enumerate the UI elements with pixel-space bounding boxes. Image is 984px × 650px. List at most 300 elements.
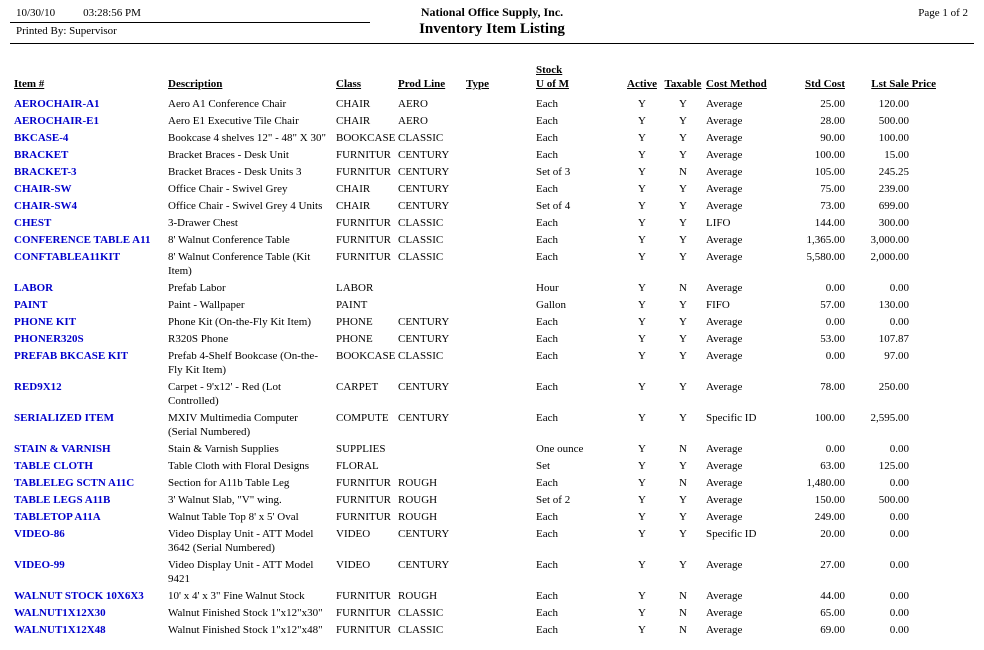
cell-description: Carpet - 9'x12' - Red (Lot Controlled)	[168, 381, 282, 407]
item-link[interactable]: TABLE LEGS A11B	[14, 494, 111, 506]
cell-active: Y	[638, 590, 646, 602]
cell-std-cost: 63.00	[820, 460, 845, 472]
cell-uofm: Set of 3	[536, 166, 571, 178]
cell-lst-sale-price: 107.87	[878, 333, 909, 345]
cell-cost-method: Average	[706, 98, 743, 110]
item-link[interactable]: CHAIR-SW	[14, 183, 72, 195]
header-item: Item #	[14, 78, 45, 90]
cell-description: Phone Kit (On-the-Fly Kit Item)	[168, 316, 311, 328]
cell-taxable: Y	[679, 528, 687, 540]
cell-taxable: Y	[679, 132, 687, 144]
cell-prod-line: CENTURY	[398, 166, 450, 178]
cell-prod-line: CENTURY	[398, 183, 450, 195]
cell-std-cost: 69.00	[820, 624, 845, 636]
cell-uofm: Each	[536, 477, 558, 489]
cell-class: SUPPLIES	[336, 443, 386, 455]
item-link[interactable]: RED9X12	[14, 381, 62, 393]
cell-cost-method: Average	[706, 559, 743, 571]
item-link[interactable]: PREFAB BKCASE KIT	[14, 350, 129, 362]
cell-type	[466, 164, 536, 181]
cell-type	[466, 297, 536, 314]
cell-cost-method: Average	[706, 166, 743, 178]
cell-std-cost: 0.00	[825, 282, 845, 294]
cell-cost-method: Average	[706, 381, 743, 393]
cell-type	[466, 181, 536, 198]
cell-prod-line: ROUGH	[398, 494, 438, 506]
item-link[interactable]: VIDEO-86	[14, 528, 65, 540]
cell-active: Y	[638, 559, 646, 571]
cell-uofm: Gallon	[536, 299, 566, 311]
cell-lst-sale-price: 120.00	[878, 98, 909, 110]
cell-cost-method: Average	[706, 443, 743, 455]
header-description: Description	[168, 78, 223, 90]
table-row	[14, 164, 936, 181]
cell-std-cost: 27.00	[820, 559, 845, 571]
cell-prod-line: CENTURY	[398, 381, 450, 393]
cell-cost-method: Average	[706, 183, 743, 195]
cell-type	[466, 441, 536, 458]
table-row	[14, 509, 936, 526]
cell-std-cost: 28.00	[820, 115, 845, 127]
cell-uofm: Each	[536, 590, 558, 602]
cell-description: 8' Walnut Conference Table	[168, 234, 290, 246]
cell-type	[466, 314, 536, 331]
cell-uofm: Each	[536, 511, 558, 523]
cell-taxable: N	[679, 590, 687, 602]
cell-active: Y	[638, 217, 646, 229]
cell-taxable: Y	[679, 460, 687, 472]
cell-active: Y	[638, 511, 646, 523]
cell-class: FURNITUR	[336, 217, 392, 229]
cell-description: Walnut Finished Stock 1"x12"x48"	[168, 624, 323, 636]
cell-taxable: Y	[679, 511, 687, 523]
item-link[interactable]: SERIALIZED ITEM	[14, 412, 114, 424]
cell-std-cost: 1,480.00	[806, 477, 845, 489]
cell-class: COMPUTE	[336, 412, 389, 424]
cell-class: VIDEO	[336, 528, 371, 540]
cell-lst-sale-price: 0.00	[889, 282, 909, 294]
cell-cost-method: Average	[706, 607, 743, 619]
cell-taxable: Y	[679, 251, 687, 263]
cell-class: BOOKCASE	[336, 132, 396, 144]
item-link[interactable]: PHONER320S	[14, 333, 84, 345]
item-link[interactable]: AEROCHAIR-A1	[14, 98, 100, 110]
cell-std-cost: 0.00	[825, 443, 845, 455]
cell-uofm: Each	[536, 607, 558, 619]
cell-active: Y	[638, 460, 646, 472]
cell-std-cost: 73.00	[820, 200, 845, 212]
report-title: Inventory Item Listing	[419, 21, 565, 37]
cell-lst-sale-price: 0.00	[889, 607, 909, 619]
header-divider-partial	[10, 22, 370, 23]
header-spacer	[398, 62, 466, 77]
cell-prod-line: CLASSIC	[398, 217, 444, 229]
cell-type	[466, 509, 536, 526]
cell-cost-method: FIFO	[706, 299, 730, 311]
header-std-cost: Std Cost	[804, 78, 845, 90]
cell-class: FURNITUR	[336, 251, 392, 263]
cell-class: FURNITUR	[336, 590, 392, 602]
table-row	[14, 622, 936, 639]
inventory-table-head	[14, 62, 936, 96]
cell-active: Y	[638, 166, 646, 178]
cell-taxable: Y	[679, 200, 687, 212]
cell-taxable: Y	[679, 115, 687, 127]
table-row	[14, 249, 936, 280]
cell-type	[466, 147, 536, 164]
item-link[interactable]: WALNUT1X12X30	[14, 607, 106, 619]
cell-std-cost: 78.00	[820, 381, 845, 393]
cell-class: PAINT	[336, 299, 368, 311]
report-time: 03:28:56 PM	[83, 7, 141, 19]
cell-cost-method: Average	[706, 316, 743, 328]
cell-active: Y	[638, 115, 646, 127]
cell-active: Y	[638, 149, 646, 161]
item-link[interactable]: WALNUT STOCK 10X6X3	[14, 590, 144, 602]
cell-lst-sale-price: 3,000.00	[870, 234, 909, 246]
cell-taxable: Y	[679, 412, 687, 424]
item-link[interactable]: BRACKET-3	[14, 166, 77, 178]
cell-uofm: Each	[536, 234, 558, 246]
table-row	[14, 605, 936, 622]
cell-class: BOOKCASE	[336, 350, 396, 362]
table-row	[14, 147, 936, 164]
cell-type	[466, 215, 536, 232]
cell-active: Y	[638, 494, 646, 506]
cell-description: MXIV Multimedia Computer (Serial Numbered)	[168, 412, 298, 438]
cell-description: Office Chair - Swivel Grey 4 Units	[168, 200, 323, 212]
cell-lst-sale-price: 239.00	[878, 183, 909, 195]
table-row	[14, 181, 936, 198]
cell-std-cost: 144.00	[814, 217, 845, 229]
cell-cost-method: Average	[706, 282, 743, 294]
cell-description: Aero A1 Conference Chair	[168, 98, 287, 110]
cell-cost-method: Average	[706, 115, 743, 127]
cell-lst-sale-price: 500.00	[878, 115, 909, 127]
cell-taxable: N	[679, 443, 687, 455]
cell-prod-line: AERO	[398, 98, 428, 110]
cell-active: Y	[638, 381, 646, 393]
inventory-table-body	[14, 96, 936, 639]
cell-type	[466, 475, 536, 492]
cell-type	[466, 249, 536, 280]
cell-std-cost: 20.00	[820, 528, 845, 540]
cell-description: Aero E1 Executive Tile Chair	[168, 115, 299, 127]
header-lst-sale-price: Lst Sale Price	[871, 78, 936, 90]
cell-class: FURNITUR	[336, 494, 392, 506]
cell-std-cost: 53.00	[820, 333, 845, 345]
cell-lst-sale-price: 0.00	[889, 590, 909, 602]
table-row	[14, 130, 936, 147]
cell-prod-line: CENTURY	[398, 559, 450, 571]
cell-description: 3-Drawer Chest	[168, 217, 238, 229]
cell-type	[466, 410, 536, 441]
table-row	[14, 215, 936, 232]
cell-uofm: Each	[536, 381, 558, 393]
cell-std-cost: 105.00	[814, 166, 845, 178]
cell-description: Walnut Table Top 8' x 5' Oval	[168, 511, 299, 523]
cell-description: Bookcase 4 shelves 12" - 48" X 30"	[168, 132, 326, 144]
cell-active: Y	[638, 234, 646, 246]
page-number: Page 1 of 2	[918, 7, 968, 19]
header-prod-line: Prod Line	[398, 78, 446, 90]
cell-class: CHAIR	[336, 115, 371, 127]
cell-lst-sale-price: 2,595.00	[870, 412, 909, 424]
cell-description: Table Cloth with Floral Designs	[168, 460, 309, 472]
cell-type	[466, 348, 536, 379]
cell-taxable: Y	[679, 559, 687, 571]
item-link[interactable]: CONFTABLEA11KIT	[14, 251, 121, 263]
cell-active: Y	[638, 183, 646, 195]
cell-description: Video Display Unit - ATT Model 9421	[168, 559, 314, 585]
table-row	[14, 331, 936, 348]
cell-prod-line: ROUGH	[398, 477, 438, 489]
cell-lst-sale-price: 100.00	[878, 132, 909, 144]
table-row	[14, 492, 936, 509]
inventory-table	[14, 62, 936, 639]
cell-cost-method: Average	[706, 149, 743, 161]
cell-uofm: Each	[536, 412, 558, 424]
cell-taxable: Y	[679, 183, 687, 195]
cell-description: Office Chair - Swivel Grey	[168, 183, 288, 195]
table-row	[14, 379, 936, 410]
cell-std-cost: 57.00	[820, 299, 845, 311]
cell-lst-sale-price: 250.00	[878, 381, 909, 393]
cell-description: Paint - Wallpaper	[168, 299, 245, 311]
report-header	[0, 0, 984, 46]
cell-class: CARPET	[336, 381, 379, 393]
cell-taxable: Y	[679, 217, 687, 229]
item-link[interactable]: PAINT	[14, 299, 48, 311]
cell-uofm: Each	[536, 528, 558, 540]
cell-active: Y	[638, 299, 646, 311]
header-divider-full	[10, 43, 974, 44]
cell-lst-sale-price: 0.00	[889, 624, 909, 636]
cell-active: Y	[638, 350, 646, 362]
cell-description: 3' Walnut Slab, "V" wing.	[168, 494, 282, 506]
table-row	[14, 96, 936, 113]
cell-type	[466, 96, 536, 113]
cell-active: Y	[638, 528, 646, 540]
cell-type	[466, 232, 536, 249]
cell-lst-sale-price: 0.00	[889, 477, 909, 489]
cell-prod-line: ROUGH	[398, 590, 438, 602]
table-row	[14, 113, 936, 130]
cell-uofm: Set of 2	[536, 494, 571, 506]
cell-taxable: Y	[679, 149, 687, 161]
cell-uofm: Each	[536, 149, 558, 161]
item-link[interactable]: BKCASE-4	[14, 132, 69, 144]
cell-taxable: N	[679, 607, 687, 619]
cell-taxable: Y	[679, 381, 687, 393]
cell-cost-method: LIFO	[706, 217, 731, 229]
cell-lst-sale-price: 500.00	[878, 494, 909, 506]
cell-class: FURNITUR	[336, 166, 392, 178]
cell-active: Y	[638, 607, 646, 619]
cell-cost-method: Average	[706, 200, 743, 212]
cell-std-cost: 0.00	[825, 350, 845, 362]
printed-by: Printed By: Supervisor	[16, 25, 117, 37]
cell-std-cost: 100.00	[814, 412, 845, 424]
item-link[interactable]: PHONE KIT	[14, 316, 77, 328]
cell-cost-method: Average	[706, 511, 743, 523]
cell-class: PHONE	[336, 316, 373, 328]
cell-class: FURNITUR	[336, 149, 392, 161]
cell-type	[466, 622, 536, 639]
item-link[interactable]: TABLELEG SCTN A11C	[14, 477, 135, 489]
header-class: Class	[336, 78, 362, 90]
table-row	[14, 232, 936, 249]
cell-prod-line: CLASSIC	[398, 607, 444, 619]
cell-description: Bracket Braces - Desk Unit	[168, 149, 289, 161]
table-row	[14, 526, 936, 557]
cell-std-cost: 150.00	[814, 494, 845, 506]
cell-std-cost: 0.00	[825, 316, 845, 328]
cell-taxable: N	[679, 166, 687, 178]
cell-description: Section for A11b Table Leg	[168, 477, 290, 489]
cell-uofm: Each	[536, 217, 558, 229]
table-row	[14, 410, 936, 441]
cell-class: FURNITUR	[336, 477, 392, 489]
cell-active: Y	[638, 443, 646, 455]
cell-cost-method: Specific ID	[706, 528, 757, 540]
header-active: Active	[627, 78, 657, 90]
cell-class: CHAIR	[336, 98, 371, 110]
stock-header-row	[14, 62, 936, 77]
cell-prod-line: AERO	[398, 115, 428, 127]
cell-prod-line: CENTURY	[398, 333, 450, 345]
cell-active: Y	[638, 282, 646, 294]
cell-cost-method: Average	[706, 234, 743, 246]
cell-prod-line: CENTURY	[398, 528, 450, 540]
cell-class: CHAIR	[336, 183, 371, 195]
cell-uofm: Each	[536, 559, 558, 571]
cell-std-cost: 25.00	[820, 98, 845, 110]
item-link[interactable]: WALNUT1X12X48	[14, 624, 106, 636]
cell-uofm: Set of 4	[536, 200, 571, 212]
cell-description: Prefab Labor	[168, 282, 226, 294]
cell-prod-line: CENTURY	[398, 412, 450, 424]
item-link[interactable]: CHEST	[14, 217, 52, 229]
cell-lst-sale-price: 300.00	[878, 217, 909, 229]
table-row	[14, 280, 936, 297]
table-row	[14, 348, 936, 379]
cell-description: Video Display Unit - ATT Model 3642 (Serial Numbered)	[168, 528, 314, 554]
cell-lst-sale-price: 97.00	[884, 350, 909, 362]
cell-lst-sale-price: 0.00	[889, 528, 909, 540]
item-link[interactable]: CONFERENCE TABLE A11	[14, 234, 151, 246]
cell-uofm: Each	[536, 624, 558, 636]
cell-lst-sale-price: 130.00	[878, 299, 909, 311]
cell-uofm: Set	[536, 460, 551, 472]
table-row	[14, 314, 936, 331]
cell-prod-line	[398, 458, 466, 475]
cell-prod-line: ROUGH	[398, 511, 438, 523]
cell-lst-sale-price: 0.00	[889, 559, 909, 571]
cell-std-cost: 90.00	[820, 132, 845, 144]
cell-prod-line: CLASSIC	[398, 350, 444, 362]
item-link[interactable]: VIDEO-99	[14, 559, 65, 571]
item-link[interactable]: LABOR	[14, 282, 54, 294]
cell-class: FURNITUR	[336, 607, 392, 619]
cell-type	[466, 379, 536, 410]
cell-lst-sale-price: 245.25	[878, 166, 909, 178]
cell-lst-sale-price: 15.00	[884, 149, 909, 161]
item-link[interactable]: TABLETOP A11A	[14, 511, 101, 523]
cell-lst-sale-price: 2,000.00	[870, 251, 909, 263]
cell-description: Stain & Varnish Supplies	[168, 443, 279, 455]
cell-cost-method: Average	[706, 624, 743, 636]
cell-cost-method: Average	[706, 477, 743, 489]
header-spacer	[466, 62, 536, 77]
cell-active: Y	[638, 333, 646, 345]
cell-cost-method: Specific ID	[706, 412, 757, 424]
table-row	[14, 588, 936, 605]
cell-type	[466, 198, 536, 215]
cell-uofm: Each	[536, 316, 558, 328]
cell-std-cost: 5,580.00	[806, 251, 845, 263]
cell-taxable: Y	[679, 98, 687, 110]
cell-cost-method: Average	[706, 460, 743, 472]
cell-prod-line: CENTURY	[398, 149, 450, 161]
cell-type	[466, 458, 536, 475]
cell-prod-line: CLASSIC	[398, 251, 444, 263]
header-spacer	[168, 62, 336, 77]
cell-type	[466, 588, 536, 605]
cell-taxable: Y	[679, 494, 687, 506]
cell-uofm: Each	[536, 132, 558, 144]
item-link[interactable]: BRACKET	[14, 149, 69, 161]
cell-description: Walnut Finished Stock 1"x12"x30"	[168, 607, 323, 619]
cell-description: 10' x 4' x 3" Fine Walnut Stock	[168, 590, 305, 602]
header-cost-method: Cost Method	[706, 78, 767, 90]
cell-std-cost: 75.00	[820, 183, 845, 195]
cell-description: Bracket Braces - Desk Units 3	[168, 166, 302, 178]
table-row	[14, 458, 936, 475]
item-link[interactable]: TABLE CLOTH	[14, 460, 93, 472]
cell-lst-sale-price: 0.00	[889, 511, 909, 523]
cell-description: R320S Phone	[168, 333, 229, 345]
cell-taxable: N	[679, 282, 687, 294]
table-row	[14, 441, 936, 458]
cell-class: FURNITUR	[336, 624, 392, 636]
cell-prod-line	[398, 297, 466, 314]
cell-uofm: Each	[536, 333, 558, 345]
header-spacer	[14, 62, 168, 77]
cell-taxable: Y	[679, 299, 687, 311]
item-link[interactable]: CHAIR-SW4	[14, 200, 77, 212]
header-spacer	[336, 62, 398, 77]
cell-uofm: Each	[536, 350, 558, 362]
company-name: National Office Supply, Inc.	[420, 5, 564, 19]
cell-class: FLORAL	[336, 460, 379, 472]
cell-class: LABOR	[336, 282, 374, 294]
table-row	[14, 557, 936, 588]
cell-cost-method: Average	[706, 350, 743, 362]
item-link[interactable]: STAIN & VARNISH	[14, 443, 111, 455]
cell-type	[466, 492, 536, 509]
header-uofm: U of M	[536, 78, 569, 90]
cell-prod-line	[398, 441, 466, 458]
cell-taxable: Y	[679, 316, 687, 328]
cell-uofm: Each	[536, 251, 558, 263]
item-link[interactable]: AEROCHAIR-E1	[14, 115, 99, 127]
cell-active: Y	[638, 624, 646, 636]
column-header-row	[14, 77, 936, 96]
cell-uofm: Each	[536, 183, 558, 195]
table-row	[14, 297, 936, 314]
cell-active: Y	[638, 200, 646, 212]
